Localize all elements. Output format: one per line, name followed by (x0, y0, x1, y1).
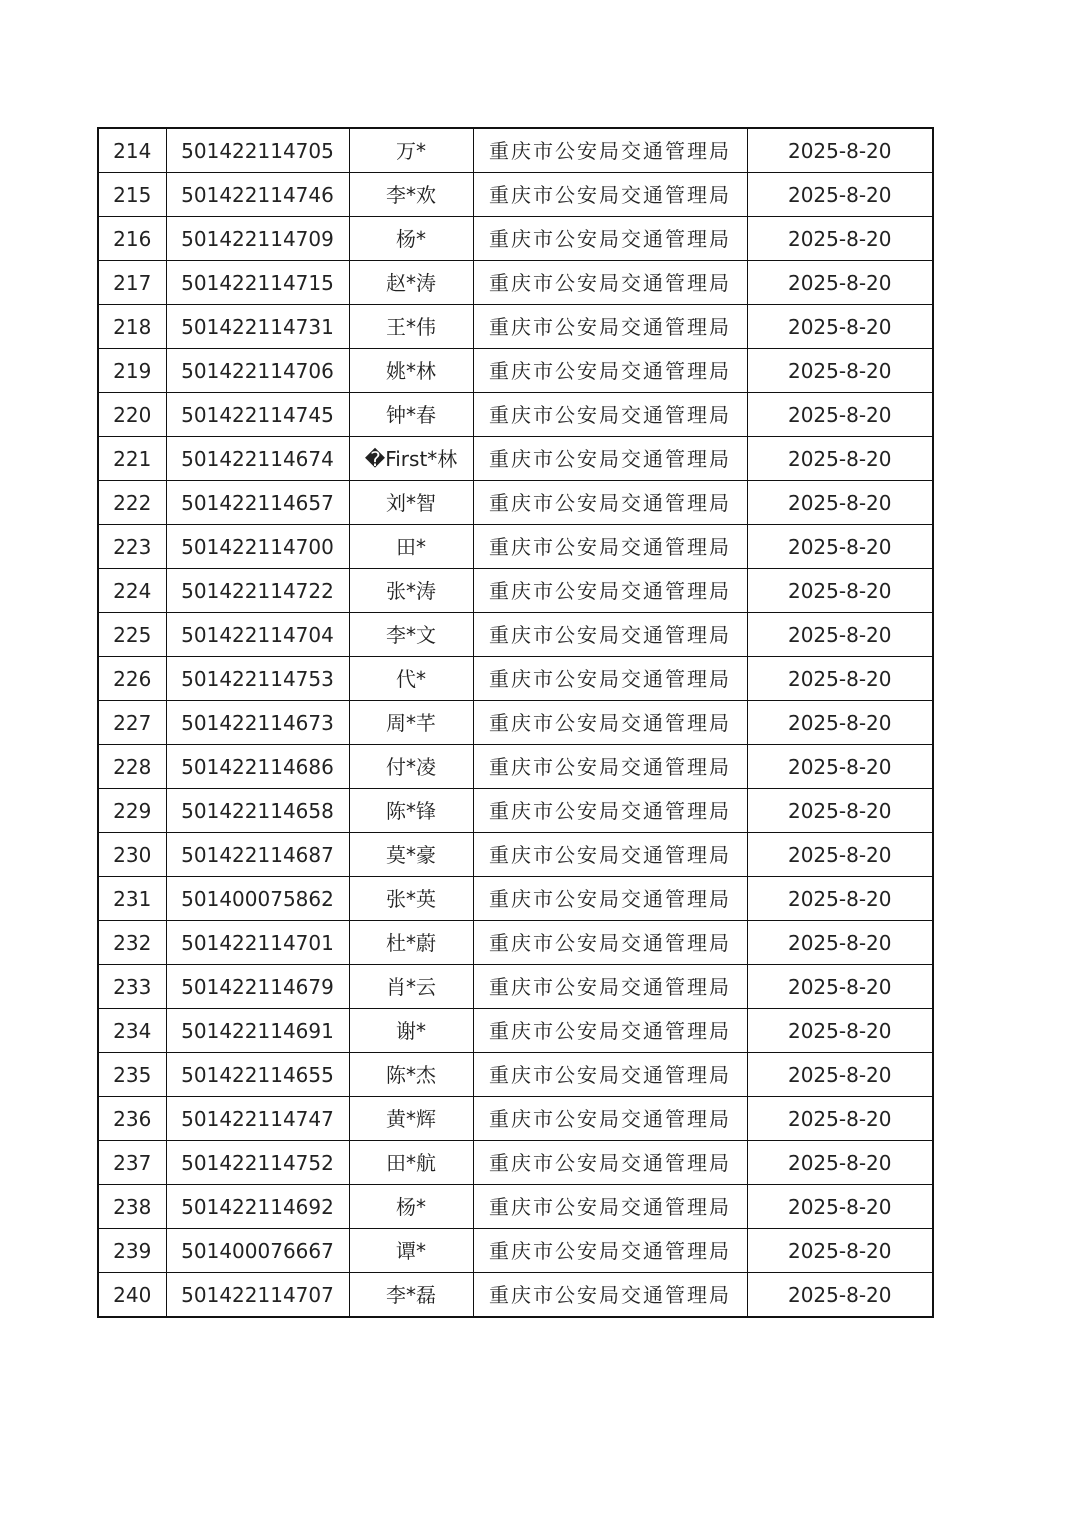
issue-date-cell: 2025-8-20 (747, 613, 933, 657)
serial-number-cell: 231 (98, 877, 166, 921)
certificate-number-cell: 501422114687 (166, 833, 349, 877)
person-name-cell: 付*凌 (349, 745, 473, 789)
table-row (98, 1229, 933, 1273)
issue-date-cell: 2025-8-20 (747, 745, 933, 789)
table-row (98, 789, 933, 833)
certificate-number-cell: 501422114709 (166, 217, 349, 261)
table-row (98, 1273, 933, 1318)
certificate-number-cell: 501422114673 (166, 701, 349, 745)
table-row (98, 833, 933, 877)
records-body (98, 128, 933, 1317)
table-row (98, 261, 933, 305)
issue-date-cell: 2025-8-20 (747, 1185, 933, 1229)
table-row (98, 701, 933, 745)
table-row (98, 305, 933, 349)
certificate-number-cell: 501400075862 (166, 877, 349, 921)
person-name-cell: 姚*林 (349, 349, 473, 393)
serial-number-cell: 215 (98, 173, 166, 217)
certificate-number-cell: 501422114674 (166, 437, 349, 481)
issuing-authority-cell: 重庆市公安局交通管理局 (473, 1273, 747, 1318)
issuing-authority-cell: 重庆市公安局交通管理局 (473, 1141, 747, 1185)
issuing-authority-cell: 重庆市公安局交通管理局 (473, 349, 747, 393)
issuing-authority-cell: 重庆市公安局交通管理局 (473, 1097, 747, 1141)
person-name-cell: 周*芊 (349, 701, 473, 745)
certificate-number-cell: 501422114686 (166, 745, 349, 789)
person-name-cell: 赵*涛 (349, 261, 473, 305)
records-table (97, 127, 934, 1318)
certificate-number-cell: 501422114657 (166, 481, 349, 525)
person-name-cell: 田* (349, 525, 473, 569)
person-name-cell: 陈*锋 (349, 789, 473, 833)
person-name-cell: 代* (349, 657, 473, 701)
table-row (98, 217, 933, 261)
serial-number-cell: 219 (98, 349, 166, 393)
person-name-cell: �First*林 (349, 437, 473, 481)
certificate-number-cell: 501422114692 (166, 1185, 349, 1229)
person-name-cell: 陈*杰 (349, 1053, 473, 1097)
person-name-cell: 黄*辉 (349, 1097, 473, 1141)
table-row (98, 393, 933, 437)
person-name-cell: 李*文 (349, 613, 473, 657)
serial-number-cell: 238 (98, 1185, 166, 1229)
serial-number-cell: 234 (98, 1009, 166, 1053)
issuing-authority-cell: 重庆市公安局交通管理局 (473, 1053, 747, 1097)
serial-number-cell: 218 (98, 305, 166, 349)
certificate-number-cell: 501422114745 (166, 393, 349, 437)
issuing-authority-cell: 重庆市公安局交通管理局 (473, 569, 747, 613)
issuing-authority-cell: 重庆市公安局交通管理局 (473, 525, 747, 569)
serial-number-cell: 233 (98, 965, 166, 1009)
serial-number-cell: 232 (98, 921, 166, 965)
issuing-authority-cell: 重庆市公安局交通管理局 (473, 613, 747, 657)
issue-date-cell: 2025-8-20 (747, 1229, 933, 1273)
table-row (98, 877, 933, 921)
issuing-authority-cell: 重庆市公安局交通管理局 (473, 657, 747, 701)
issue-date-cell: 2025-8-20 (747, 657, 933, 701)
issuing-authority-cell: 重庆市公安局交通管理局 (473, 437, 747, 481)
certificate-number-cell: 501422114691 (166, 1009, 349, 1053)
serial-number-cell: 217 (98, 261, 166, 305)
table-row (98, 481, 933, 525)
issuing-authority-cell: 重庆市公安局交通管理局 (473, 833, 747, 877)
person-name-cell: 谢* (349, 1009, 473, 1053)
certificate-number-cell: 501422114715 (166, 261, 349, 305)
issuing-authority-cell: 重庆市公安局交通管理局 (473, 1229, 747, 1273)
table-row (98, 1185, 933, 1229)
issue-date-cell: 2025-8-20 (747, 525, 933, 569)
serial-number-cell: 224 (98, 569, 166, 613)
issuing-authority-cell: 重庆市公安局交通管理局 (473, 789, 747, 833)
issue-date-cell: 2025-8-20 (747, 128, 933, 173)
issue-date-cell: 2025-8-20 (747, 569, 933, 613)
issuing-authority-cell: 重庆市公安局交通管理局 (473, 965, 747, 1009)
person-name-cell: 钟*春 (349, 393, 473, 437)
person-name-cell: 莫*豪 (349, 833, 473, 877)
serial-number-cell: 216 (98, 217, 166, 261)
serial-number-cell: 235 (98, 1053, 166, 1097)
certificate-number-cell: 501400076667 (166, 1229, 349, 1273)
issue-date-cell: 2025-8-20 (747, 349, 933, 393)
certificate-number-cell: 501422114753 (166, 657, 349, 701)
issuing-authority-cell: 重庆市公安局交通管理局 (473, 877, 747, 921)
issuing-authority-cell: 重庆市公安局交通管理局 (473, 173, 747, 217)
serial-number-cell: 220 (98, 393, 166, 437)
person-name-cell: 田*航 (349, 1141, 473, 1185)
certificate-number-cell: 501422114655 (166, 1053, 349, 1097)
serial-number-cell: 230 (98, 833, 166, 877)
issue-date-cell: 2025-8-20 (747, 437, 933, 481)
serial-number-cell: 214 (98, 128, 166, 173)
person-name-cell: 杜*蔚 (349, 921, 473, 965)
issue-date-cell: 2025-8-20 (747, 481, 933, 525)
certificate-number-cell: 501422114731 (166, 305, 349, 349)
issuing-authority-cell: 重庆市公安局交通管理局 (473, 1009, 747, 1053)
certificate-number-cell: 501422114658 (166, 789, 349, 833)
certificate-number-cell: 501422114706 (166, 349, 349, 393)
serial-number-cell: 236 (98, 1097, 166, 1141)
person-name-cell: 王*伟 (349, 305, 473, 349)
issue-date-cell: 2025-8-20 (747, 1273, 933, 1318)
table-row (98, 1009, 933, 1053)
issue-date-cell: 2025-8-20 (747, 217, 933, 261)
person-name-cell: 杨* (349, 1185, 473, 1229)
person-name-cell: 万* (349, 128, 473, 173)
person-name-cell: 谭* (349, 1229, 473, 1273)
table-row (98, 525, 933, 569)
certificate-number-cell: 501422114700 (166, 525, 349, 569)
issue-date-cell: 2025-8-20 (747, 1009, 933, 1053)
person-name-cell: 李*磊 (349, 1273, 473, 1318)
table-row (98, 1141, 933, 1185)
certificate-number-cell: 501422114707 (166, 1273, 349, 1318)
person-name-cell: 杨* (349, 217, 473, 261)
person-name-cell: 肖*云 (349, 965, 473, 1009)
table-row (98, 613, 933, 657)
person-name-cell: 张*涛 (349, 569, 473, 613)
issue-date-cell: 2025-8-20 (747, 701, 933, 745)
serial-number-cell: 239 (98, 1229, 166, 1273)
table-row (98, 921, 933, 965)
issue-date-cell: 2025-8-20 (747, 1097, 933, 1141)
person-name-cell: 张*英 (349, 877, 473, 921)
certificate-number-cell: 501422114701 (166, 921, 349, 965)
table-row (98, 173, 933, 217)
serial-number-cell: 240 (98, 1273, 166, 1318)
serial-number-cell: 237 (98, 1141, 166, 1185)
issue-date-cell: 2025-8-20 (747, 305, 933, 349)
issue-date-cell: 2025-8-20 (747, 789, 933, 833)
issue-date-cell: 2025-8-20 (747, 173, 933, 217)
serial-number-cell: 225 (98, 613, 166, 657)
issuing-authority-cell: 重庆市公安局交通管理局 (473, 261, 747, 305)
table-row (98, 437, 933, 481)
issuing-authority-cell: 重庆市公安局交通管理局 (473, 921, 747, 965)
issuing-authority-cell: 重庆市公安局交通管理局 (473, 217, 747, 261)
serial-number-cell: 228 (98, 745, 166, 789)
certificate-number-cell: 501422114752 (166, 1141, 349, 1185)
certificate-number-cell: 501422114722 (166, 569, 349, 613)
table-row (98, 1097, 933, 1141)
issue-date-cell: 2025-8-20 (747, 393, 933, 437)
serial-number-cell: 221 (98, 437, 166, 481)
serial-number-cell: 223 (98, 525, 166, 569)
certificate-number-cell: 501422114679 (166, 965, 349, 1009)
issue-date-cell: 2025-8-20 (747, 965, 933, 1009)
table-row (98, 745, 933, 789)
issuing-authority-cell: 重庆市公安局交通管理局 (473, 745, 747, 789)
issue-date-cell: 2025-8-20 (747, 921, 933, 965)
serial-number-cell: 222 (98, 481, 166, 525)
person-name-cell: 李*欢 (349, 173, 473, 217)
issuing-authority-cell: 重庆市公安局交通管理局 (473, 393, 747, 437)
table-row (98, 657, 933, 701)
issuing-authority-cell: 重庆市公安局交通管理局 (473, 481, 747, 525)
issue-date-cell: 2025-8-20 (747, 833, 933, 877)
table-row (98, 569, 933, 613)
certificate-number-cell: 501422114704 (166, 613, 349, 657)
issuing-authority-cell: 重庆市公安局交通管理局 (473, 128, 747, 173)
table-row (98, 349, 933, 393)
person-name-cell: 刘*智 (349, 481, 473, 525)
issuing-authority-cell: 重庆市公安局交通管理局 (473, 1185, 747, 1229)
certificate-number-cell: 501422114746 (166, 173, 349, 217)
certificate-number-cell: 501422114747 (166, 1097, 349, 1141)
issue-date-cell: 2025-8-20 (747, 1053, 933, 1097)
issue-date-cell: 2025-8-20 (747, 261, 933, 305)
issue-date-cell: 2025-8-20 (747, 1141, 933, 1185)
serial-number-cell: 226 (98, 657, 166, 701)
issue-date-cell: 2025-8-20 (747, 877, 933, 921)
table-row (98, 128, 933, 173)
serial-number-cell: 229 (98, 789, 166, 833)
table-row (98, 1053, 933, 1097)
certificate-number-cell: 501422114705 (166, 128, 349, 173)
serial-number-cell: 227 (98, 701, 166, 745)
table-row (98, 965, 933, 1009)
issuing-authority-cell: 重庆市公安局交通管理局 (473, 701, 747, 745)
issuing-authority-cell: 重庆市公安局交通管理局 (473, 305, 747, 349)
